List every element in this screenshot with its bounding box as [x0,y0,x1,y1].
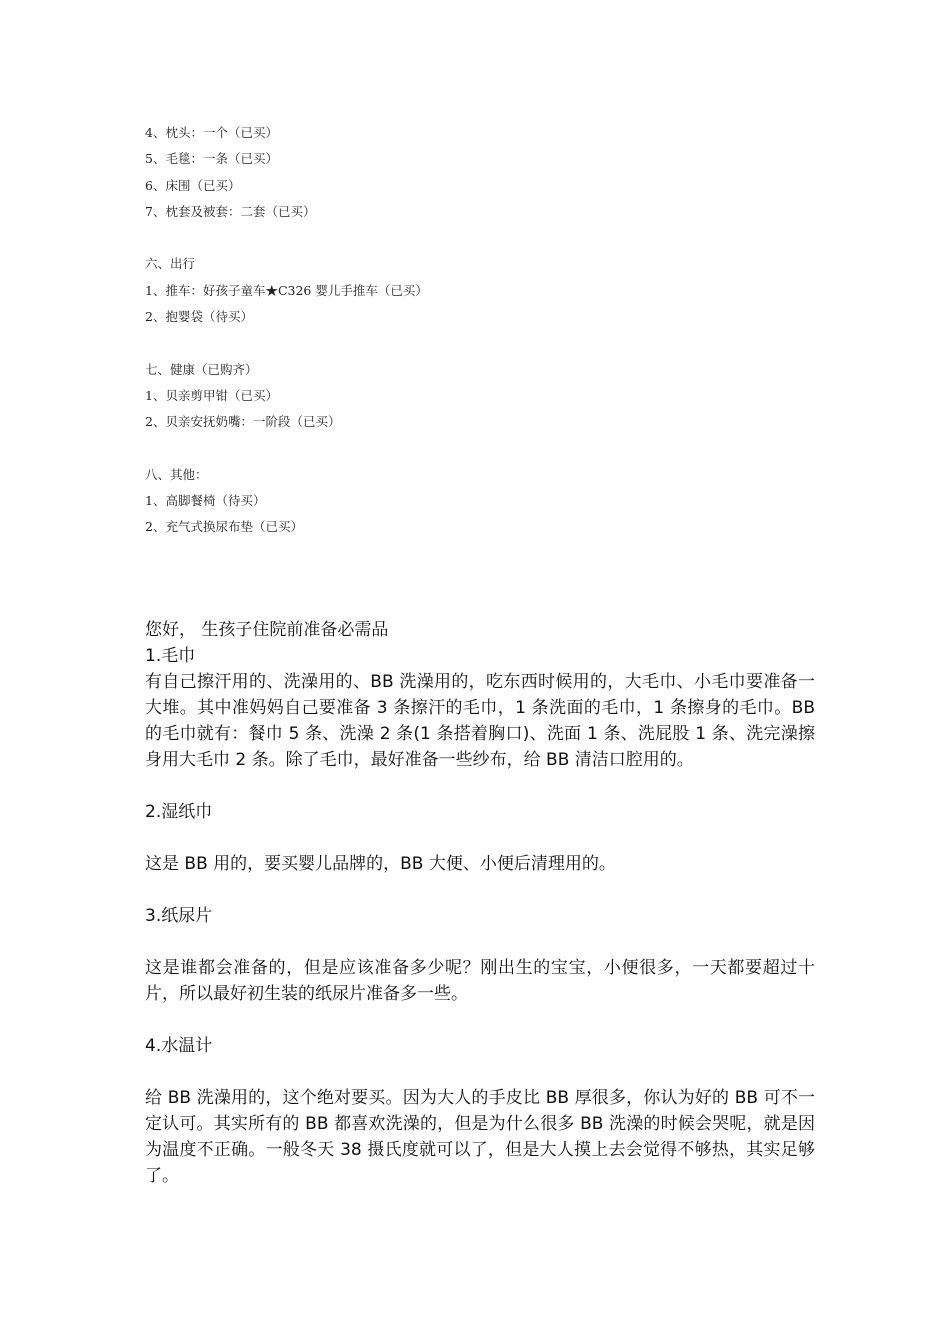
list-item: 6、床围（已买） [145,177,241,193]
heading-towel: 1.毛巾 [145,646,196,666]
paragraph-thermometer: 给 BB 洗澡用的，这个绝对要买。因为大人的手皮比 BB 厚很多，你认为好的 BB 可不一定认可。其实所有的 BB 都喜欢洗澡的，但是为什么很多 BB 洗澡的时候会哭呢，就是因为温度不正确。一般冬天 38 摄氏度就可以了，但是大人摸上去会觉得不够热，其实足够了。 [145,1088,815,1186]
shopping-list [145,120,845,541]
list-item: 4、枕头：一个（已买） [145,125,278,140]
list-item: 1、贝亲剪甲钳（已买） [145,387,278,403]
paragraph-wet-wipes: 这是 BB 用的，要买婴儿品牌的，BB 大便、小便后清理用的。 [145,854,616,874]
list-item: 2、充气式换尿布垫（已买） [145,519,303,535]
section-heading-other: 八、其他： [145,466,208,482]
heading-diapers: 3.纸尿片 [145,906,213,926]
heading-wet-wipes: 2.湿纸巾 [145,802,213,822]
paragraph-towel: 有自己擦汗用的、洗澡用的、BB 洗澡用的，吃东西时候用的，大毛巾、小毛巾要准备一大堆。其中准妈妈自己要准备 3 条擦汗的毛巾，1 条洗面的毛巾，1 条擦身的毛巾。BB 的毛巾就有：餐巾 5 条、洗澡 2 条(1 条搭着胸口)、洗面 1 条、洗屁股 1 条、洗完澡擦身用大毛巾 2 条。除了毛巾，最好准备一些纱布，给 BB 清洁口腔用的。 [145,672,815,770]
article-intro: 您好， 生孩子住院前准备必需品 [145,620,389,640]
paragraph-diapers: 这是谁都会准备的，但是应该准备多少呢？刚出生的宝宝，小便很多，一天都要超过十片，所以最好初生装的纸尿片准备多一些。 [145,958,815,1004]
list-item: 2、抱婴袋（待买） [145,309,253,325]
section-heading-travel: 六、出行 [145,256,196,272]
heading-thermometer: 4.水温计 [145,1036,213,1056]
section-heading-health: 七、健康（已购齐） [145,361,258,377]
list-item: 1、高脚餐椅（待买） [145,493,266,509]
list-item: 2、贝亲安抚奶嘴：一阶段（已买） [145,414,341,430]
list-item: 5、毛毯：一条（已买） [145,151,278,167]
list-item: 7、枕套及被套：二套（已买） [145,203,316,219]
article-body [145,617,815,1189]
list-item: 1、推车：好孩子童车★C326 婴儿手推车（已买） [145,282,428,298]
